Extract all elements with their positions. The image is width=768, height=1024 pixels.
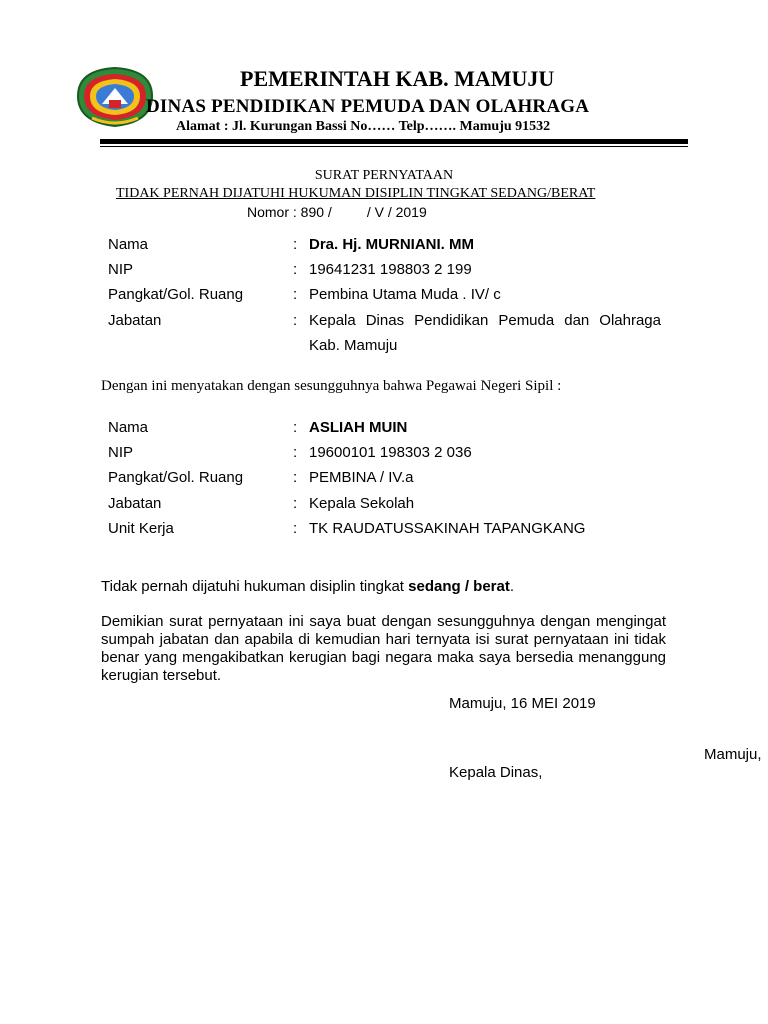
signature-title: Kepala Dinas,: [449, 764, 543, 781]
signer-rank-value: Pembina Utama Muda . IV/ c: [309, 286, 501, 303]
signer-name-colon: :: [293, 236, 298, 253]
employee-nip-label: NIP: [108, 444, 134, 461]
employee-position-colon: :: [293, 495, 298, 512]
signer-nip-value: 19641231 198803 2 199: [309, 261, 472, 278]
employee-rank-label: Pangkat/Gol. Ruang: [108, 469, 244, 486]
closing-paragraph: Demikian surat pernyataan ini saya buat dengan sesungguhnya dengan mengingat sumpah jabatan dan apabila di kemudian hari ternyata isi surat pernyataan ini tidak benar yang mengakibatkan kerugian bagi negara maka saya bersedia menanggung kerugian tersebut.: [101, 613, 666, 684]
employee-rank-value: PEMBINA / IV.a: [309, 469, 414, 486]
signer-nip-label: NIP: [108, 261, 134, 278]
employee-name-label: Nama: [108, 419, 149, 436]
place-cut: Mamuju,: [704, 746, 762, 763]
document-subtitle: TIDAK PERNAH DIJATUHI HUKUMAN DISIPLIN TINGKAT SEDANG/BERAT: [116, 186, 596, 201]
statement-text: [101, 578, 514, 595]
employee-unit-value: TK RAUDATUSSAKINAH TAPANGKANG: [309, 520, 586, 537]
employee-unit-label: Unit Kerja: [108, 520, 174, 537]
signer-rank-label: Pangkat/Gol. Ruang: [108, 286, 244, 303]
employee-nip-colon: :: [293, 444, 298, 461]
document-title: SURAT PERNYATAAN: [314, 168, 454, 183]
signer-name-value: Dra. Hj. MURNIANI. MM: [309, 236, 474, 253]
letterhead-divider-thick: [100, 139, 688, 144]
employee-position-value: Kepala Sekolah: [309, 495, 415, 512]
statement-prefix: Tidak pernah dijatuhi hukuman disiplin tingkat: [101, 578, 409, 595]
employee-name-value: ASLIAH MUIN: [309, 419, 408, 436]
statement-suffix: .: [509, 578, 515, 595]
letterhead-address: Alamat : Jl. Kurungan Bassi No…… Telp……. Mamuju 91532: [176, 119, 551, 134]
employee-position-label: Jabatan: [108, 495, 162, 512]
signer-rank-colon: :: [293, 286, 298, 303]
letterhead-divider-thin: [100, 146, 688, 147]
letterhead-government: PEMERINTAH KAB. MAMUJU: [240, 66, 555, 91]
document-number: Nomor : 890 / / V / 2019: [247, 204, 427, 220]
signer-position-value: Kepala Dinas Pendidikan Pemuda dan Olahraga: [309, 312, 661, 329]
place-date: Mamuju, 16 MEI 2019: [449, 695, 596, 712]
signer-nip-colon: :: [293, 261, 298, 278]
regional-emblem-icon: [74, 62, 156, 130]
statement-bold: sedang / berat: [408, 578, 510, 595]
signer-position-value-line2: Kab. Mamuju: [309, 337, 398, 354]
signer-position-label: Jabatan: [108, 312, 162, 329]
intro-text: Dengan ini menyatakan dengan sesungguhnya bahwa Pegawai Negeri Sipil :: [101, 378, 562, 394]
letterhead-department: DINAS PENDIDIKAN PEMUDA DAN OLAHRAGA: [146, 96, 590, 117]
signer-name-label: Nama: [108, 236, 149, 253]
employee-unit-colon: :: [293, 520, 298, 537]
signer-position-colon: :: [293, 312, 298, 329]
employee-nip-value: 19600101 198303 2 036: [309, 444, 472, 461]
employee-rank-colon: :: [293, 469, 298, 486]
employee-name-colon: :: [293, 419, 298, 436]
